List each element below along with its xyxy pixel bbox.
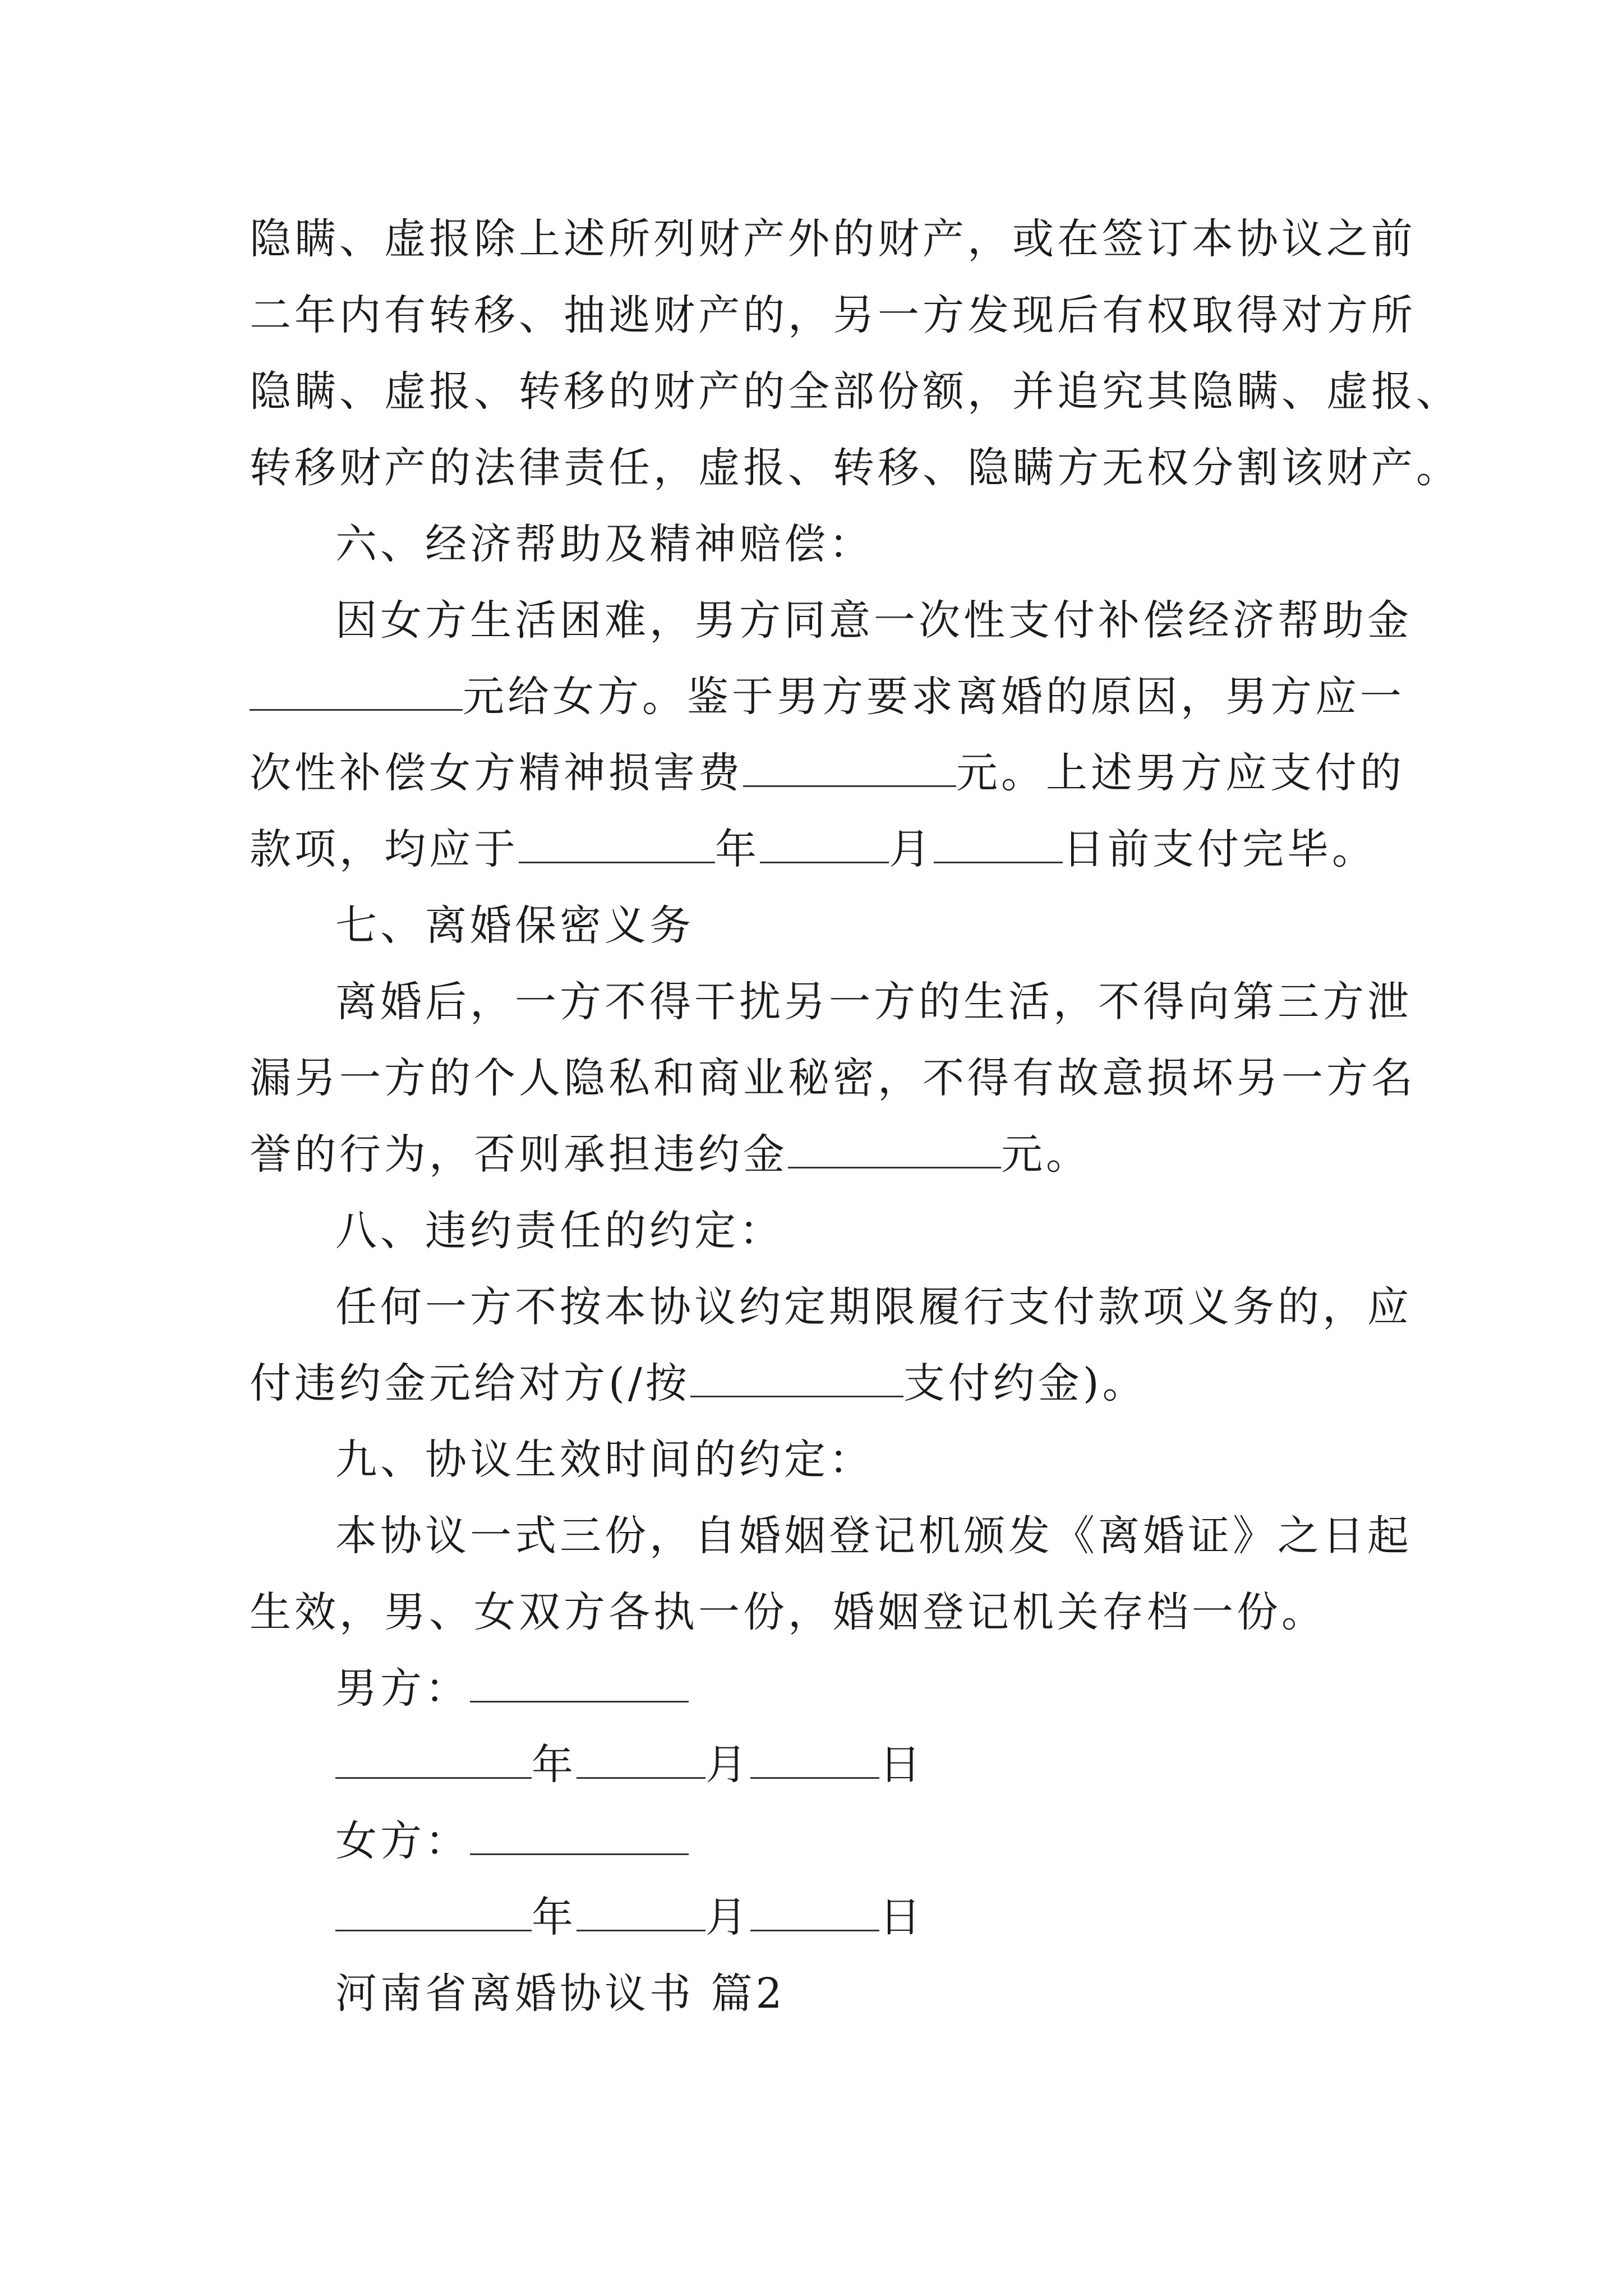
blank-field[interactable]	[788, 1131, 1001, 1168]
blank-month[interactable]	[577, 1894, 706, 1931]
section-heading-7: 七、离婚保密义务	[335, 901, 694, 950]
paragraph-line: 隐瞒、虚报、转移的财产的全部份额，并追究其隐瞒、虚报、	[250, 367, 1461, 416]
blank-year[interactable]	[519, 826, 715, 863]
blank-field[interactable]	[743, 749, 956, 787]
paragraph-line: 二年内有转移、抽逃财产的，另一方发现后有权取得对方所	[250, 291, 1416, 339]
paragraph-line: 付违约金元给对方(/按 支付约金)。	[250, 1359, 1147, 1407]
paragraph-line: 次性补偿女方精神损害费 元。上述男方应支付的	[250, 749, 1405, 797]
paragraph-line: 隐瞒、虚报除上述所列财产外的财产，或在签订本协议之前	[250, 215, 1416, 263]
paragraph-line: 离婚后，一方不得干扰另一方的生活，不得向第三方泄	[335, 978, 1412, 1026]
blank-month[interactable]	[760, 826, 889, 863]
signature-male: 男方：	[335, 1660, 1394, 1717]
paragraph-line: 誉的行为，否则承担违约金 元。	[250, 1130, 1091, 1179]
blank-field[interactable]	[690, 1360, 903, 1397]
paragraph-line: 转移财产的法律责任，虚报、转移、隐瞒方无权分割该财产。	[250, 444, 1461, 492]
paragraph-line: 因女方生活困难，男方同意一次性支付补偿经济帮助金	[335, 596, 1412, 645]
section-heading-8: 八、违约责任的约定：	[335, 1207, 784, 1255]
paragraph-line: 生效，男、女双方各执一份，婚姻登记机关存档一份。	[250, 1588, 1326, 1636]
signature-female-date: 年 月 日	[335, 1889, 1394, 1945]
paragraph-line: 任何一方不按本协议约定期限履行支付款项义务的，应	[335, 1283, 1412, 1331]
section-heading-6: 六、经济帮助及精神赔偿：	[335, 520, 874, 568]
blank-day[interactable]	[750, 1741, 879, 1779]
blank-year[interactable]	[335, 1741, 532, 1779]
blank-year[interactable]	[335, 1894, 532, 1931]
paragraph-line: 漏另一方的个人隐私和商业秘密，不得有故意损坏另一方名	[250, 1054, 1416, 1102]
next-document-title: 河南省离婚协议书 篇2	[335, 1970, 786, 2018]
paragraph-line: 元给女方。鉴于男方要求离婚的原因，男方应一	[250, 669, 1394, 725]
blank-month[interactable]	[577, 1741, 706, 1779]
signature-male-date: 年 月 日	[335, 1737, 1394, 1793]
blank-day[interactable]	[934, 826, 1063, 863]
paragraph-line: 本协议一式三份，自婚姻登记机颁发《离婚证》之日起	[335, 1512, 1412, 1560]
section-heading-9: 九、协议生效时间的约定：	[335, 1435, 874, 1484]
paragraph-line: 款项，均应于 年 月 日前支付完毕。	[250, 825, 1377, 873]
male-signature-field[interactable]	[470, 1665, 689, 1703]
female-signature-field[interactable]	[470, 1818, 689, 1855]
blank-day[interactable]	[750, 1894, 879, 1931]
signature-female: 女方：	[335, 1813, 1394, 1869]
blank-field[interactable]	[250, 673, 463, 711]
